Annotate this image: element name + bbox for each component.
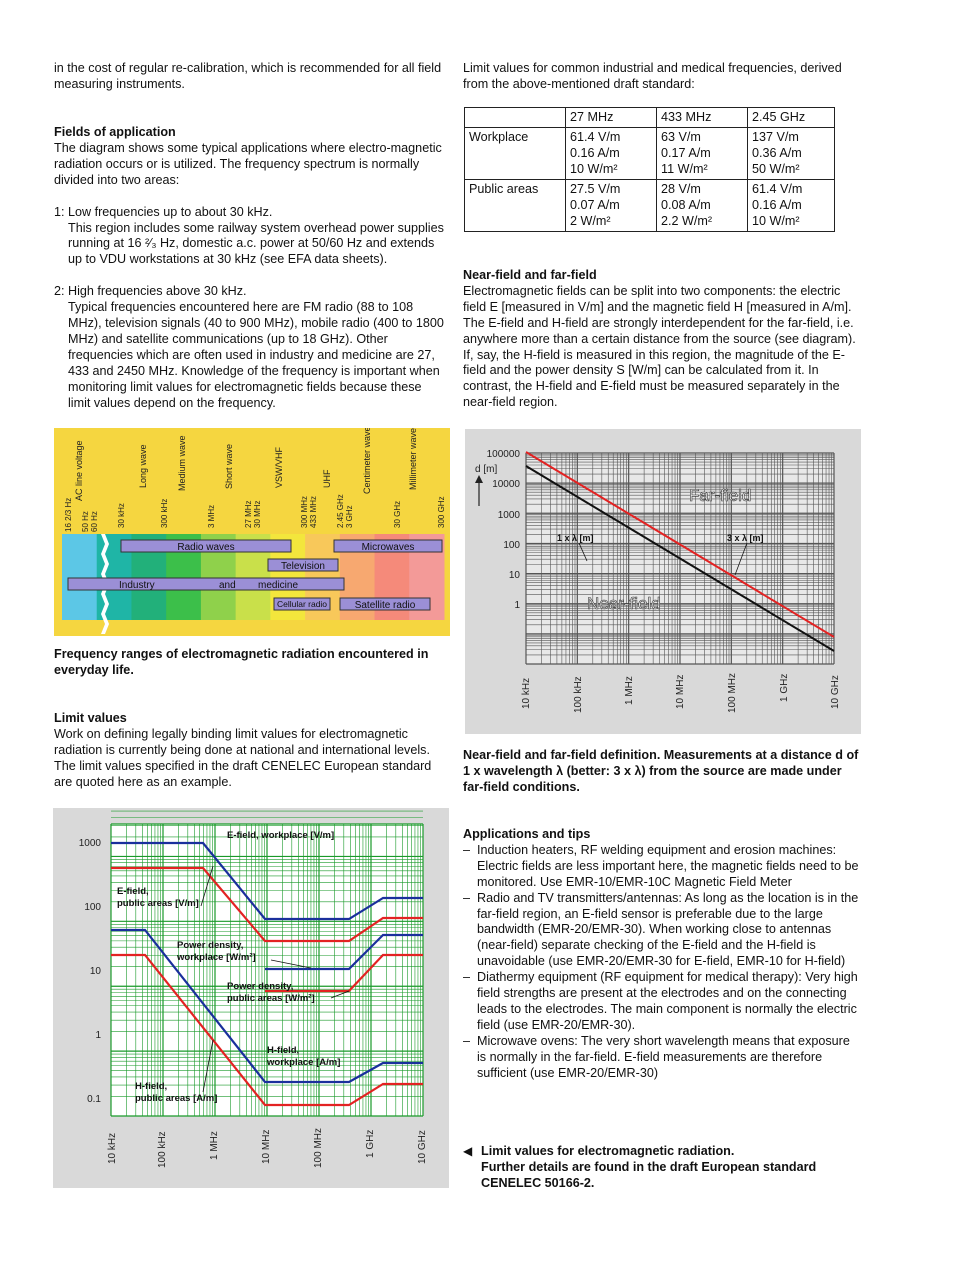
x-tick: 1 MHz [209,1131,220,1160]
left-arrow-icon: ◀ [463,1144,473,1158]
fields-body: The diagram shows some typical applications where electro-magnetic radiation occurs or is utilized. The frequency spectrum is normally divided into two areas: [54,140,442,187]
nf-caption-box [463,748,863,796]
table-cell: 61.4 V/m 0.16 A/m 10 W/m² [566,128,657,180]
p-pub-label: Power density, [227,981,294,992]
y-tick: 1000 [78,838,101,849]
left-column [54,61,446,93]
band-label: Short wave [224,443,234,489]
industry-label: Industry [119,580,155,591]
band-label: AC line voltage [74,440,84,501]
table-intro: Limit values for common industrial and medical frequencies, derived from the above-mentioned draft standard: [463,61,842,91]
table-intro-box [463,61,863,93]
nf-y-tick: 100 [503,540,520,551]
nf-y-tick: 1 [514,600,520,611]
intro-text: in the cost of regular re-calibration, which is recommended for all field measuring instruments. [54,61,442,91]
nf-x-tick: 1 MHz [624,676,635,705]
item1-title: 1: Low frequencies up to about 30 kHz. [54,204,273,219]
freq-label: 30 GHz [393,500,402,528]
table-header-row [465,108,835,128]
h-work-label: workplace [A/m] [267,1057,341,1068]
table-header-cell: 27 MHz [566,108,657,128]
list-item: – Induction heaters, RF welding equipment and erosion machines: Electric fields are less important here, the magnetic fields need to be monitored. Use EMR-10/EMR-10C Magnetic Field Meter [463,842,859,889]
nf-x-tick: 10 MHz [675,674,686,709]
nf-caption: Near-field and far-field definition. Measurements at a distance d of 1 x wavelength λ (better: 3 x λ) from the source are made under far-field conditions. [463,748,859,794]
limit-values-body: Work on defining legally binding limit values for electromagnetic radiation is currently being done at national and international levels. The limit values specified in the draft CENELEC European standard are quoted here as an example. [54,726,432,789]
table-header-cell: 433 MHz [657,108,748,128]
table-cell: 137 V/m 0.36 A/m 50 W/m² [748,128,835,180]
applications-heading: Applications and tips [463,827,591,841]
three-lambda-label: 3 x λ [m] [727,533,764,543]
x-tick: 100 MHz [313,1127,324,1168]
p-work-label: Power density, [177,940,244,951]
p-pub-label: public areas [W/m²] [227,993,315,1004]
row-label: Public areas [465,180,566,232]
applications-section [463,827,859,1082]
y-tick: 100 [84,902,101,913]
y-tick: 0.1 [87,1094,101,1105]
freq-label: 3 GHz [345,505,354,528]
near-far-heading: Near-field and far-field [463,268,597,282]
nf-y-tick: 1000 [497,510,520,521]
nf-x-tick: 10 kHz [521,677,532,709]
near-far-body: Electromagnetic fields can be split into two components: the electric field E [measured in V/m] and the magnetic field H [measured in A/m]. The E-field and H-field are strongly interdependent for the far-field, i.e. anywhere more than a certain distance from the source (see diagram). If, say, the H-field is measured in this region, the magnitude of the E-field and the power density S [W/m] can be calculated from it. In contrast, the H-field and E-field must be measured separately in the near-field region. [463,283,856,410]
x-tick: 10 MHz [261,1129,272,1164]
freq-label: 50 Hz [81,511,90,532]
table-row [465,180,835,232]
limit-chart-svg [53,808,449,1188]
far-field-label: Far-field [689,486,752,505]
footer-note [463,1144,861,1192]
band-label: VSW/VHF [274,446,284,488]
fields-heading: Fields of application [54,125,176,139]
nf-y-tick: 100000 [486,449,520,460]
x-tick: 100 kHz [157,1131,168,1168]
e-pub-label: E-field, [117,886,149,897]
band-label: Millimeter waves (SHF) [408,428,418,490]
medicine-label: medicine [258,580,299,591]
spectrum-caption: Frequency ranges of electromagnetic radiation encountered in everyday life. [54,647,429,677]
freq-label: 30 kHz [117,503,126,528]
table-cell: 63 V/m 0.17 A/m 11 W/m² [657,128,748,180]
list-item: – Radio and TV transmitters/antennas: As long as the location is in the far-field region, an E-field sensor is preferable due to the large bandwidth (EMR-20/EMR-30). When working close to antennas (near-field) separate checking of the E-field and the H-field is unavoidable (use EMR-20/EMR-30 for E-field, EMR-10 for H-field) [463,890,859,969]
freq-label: 30 MHz [253,500,262,528]
h-pub-label: public areas [A/m] [135,1093,218,1104]
x-tick: 1 GHz [365,1129,376,1158]
industry-medicine-bar [68,578,344,590]
spectrum-band [62,534,97,620]
spectrum-figure [54,428,450,636]
nf-x-tick: 1 GHz [779,673,790,702]
fields-of-application [54,125,446,412]
near-far-svg [465,429,861,734]
item1-body: This region includes some railway system overhead power supplies running at 16 ²⁄₃ Hz, domestic a.c. power at 50/60 Hz and extends up to VDU workstations at 30 kHz (see EFA data sheets). [68,220,444,267]
table-header-cell [465,108,566,128]
nf-y-tick: 10000 [492,479,520,490]
freq-label: 60 Hz [90,511,99,532]
freq-label: 16 2/3 Hz [64,497,73,532]
limit-table-wrap [464,107,835,232]
x-tick: 10 GHz [417,1130,428,1164]
h-pub-label: H-field, [135,1081,168,1092]
limit-values-section [54,711,450,791]
television-label: Television [281,561,325,572]
band-label: UHF [322,469,332,488]
h-work-label: H-field, [267,1045,300,1056]
x-tick: 10 kHz [107,1132,118,1164]
cellular-label: Cellular radio [276,599,328,609]
near-far-section [463,268,861,411]
item2-title: 2: High frequencies above 30 kHz. [54,284,247,299]
nf-x-tick: 100 kHz [573,676,584,713]
table-row [465,128,835,180]
y-tick: 10 [89,966,101,977]
nf-y-label: d [m] [475,464,498,475]
freq-label: 433 MHz [309,495,318,528]
freq-label: 300 GHz [437,496,446,528]
table-cell: 28 V/m 0.08 A/m 2.2 W/m² [657,180,748,232]
e-work-label: E-field, workplace [V/m] [227,830,335,841]
nf-x-tick: 10 GHz [830,675,841,709]
table-header-cell: 2.45 GHz [748,108,835,128]
freq-label: 300 MHz [300,495,309,528]
table-cell: 61.4 V/m 0.16 A/m 10 W/m² [748,180,835,232]
freq-label: 300 kHz [160,498,169,528]
nf-y-tick: 10 [508,570,520,581]
footer-line1: Limit values for electromagnetic radiation. [481,1144,735,1158]
table-cell: 27.5 V/m 0.07 A/m 2 W/m² [566,180,657,232]
one-lambda-label: 1 x λ [m] [557,533,594,543]
freq-label: 27 MHz [244,500,253,528]
nf-y-arrow [475,475,483,506]
and-label: and [219,580,236,591]
item2-body: Typical frequencies encountered here are FM radio (88 to 108 MHz), television signals (40 to 900 MHz), mobile radio (400 to 1800 MHz) and satellite communications (up to 18 GHz). Other frequencies which are often used in industry and medicine are 27, 433 and 2450 MHz. Knowledge of the frequency is important when monitoring limit values for electromagnetic fields because these limit values depend on the frequency. [68,300,444,410]
freq-label: 3 MHz [207,504,216,528]
limit-chart [53,808,449,1188]
limit-values-table [464,107,835,232]
list-item: – Diathermy equipment (RF equipment for medical therapy): Very high field strengths are present at the electrodes and on the connecting leads to the electrodes. The main component is normally the electric field (use EMR-20/EMR-30). [463,970,858,1032]
band-label: Medium wave [177,435,187,491]
satellite-label: Satellite radio [354,600,416,611]
radio-waves-label: Radio waves [177,542,235,553]
near-field-label: Near-field [587,594,661,613]
band-label: Long wave [138,444,148,488]
list-item: – Microwave ovens: The very short wavelength means that exposure is normally in the far-field. E-field measurements are therefore sufficient (use EMR-20/EMR-30) [463,1033,850,1080]
e-pub-label: public areas [V/m] [117,898,199,909]
footer-line2: Further details are found in the draft European standard CENELEC 50166-2. [481,1159,817,1190]
near-far-chart [465,429,861,734]
spectrum-svg [54,428,450,636]
limit-values-heading: Limit values [54,711,127,725]
spectrum-caption-box [54,647,450,679]
y-tick: 1 [95,1030,101,1041]
band-label: Centimeter waves (EHF) [362,428,372,494]
row-label: Workplace [465,128,566,180]
freq-label: 2.45 GHz [336,494,345,528]
p-work-label: workplace [W/m²] [177,952,256,963]
microwaves-label: Microwaves [361,542,415,553]
nf-x-tick: 100 MHz [727,672,738,713]
